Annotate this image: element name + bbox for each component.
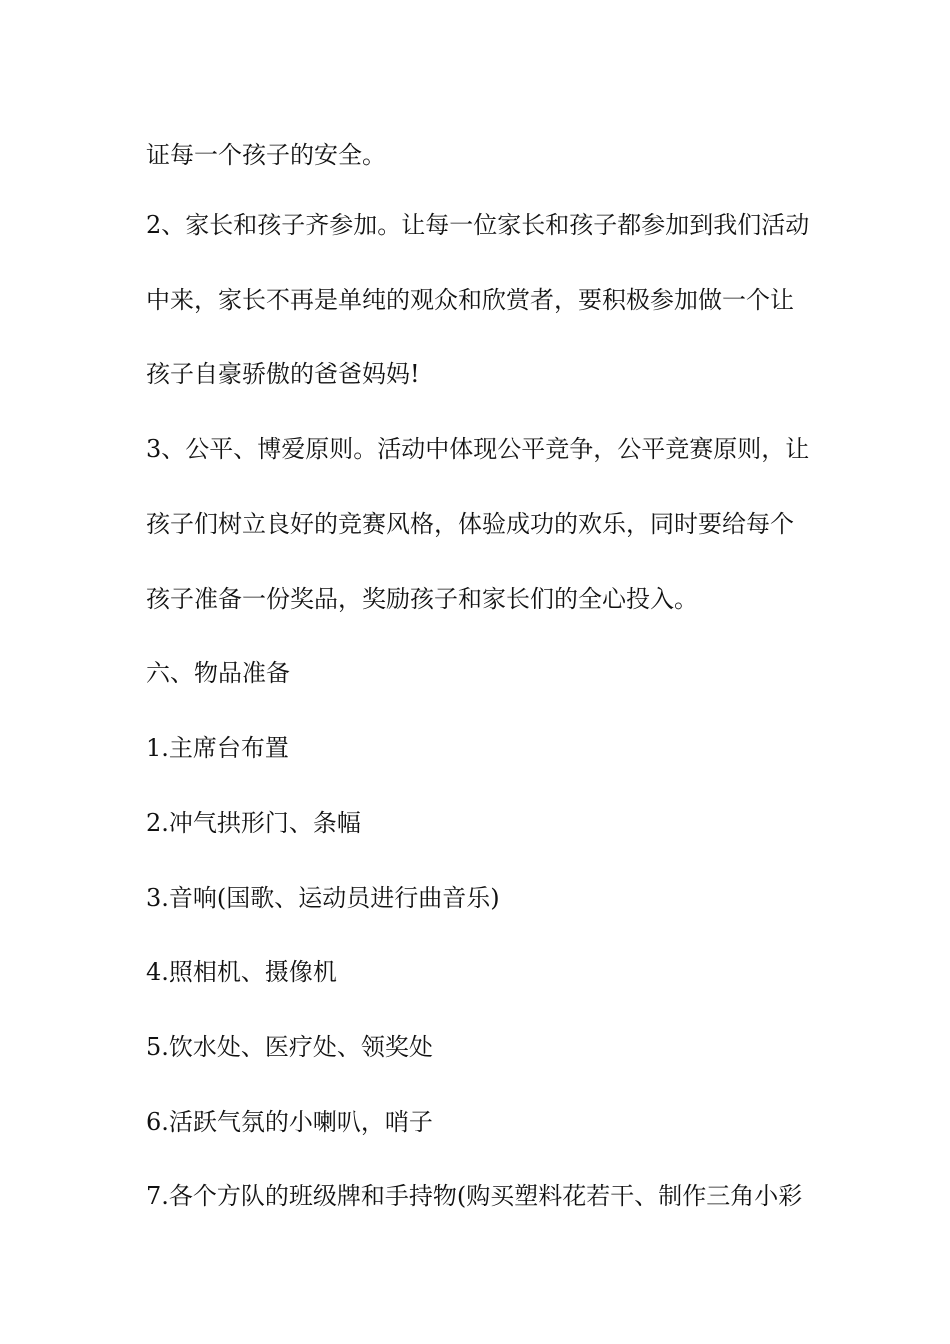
list-item: 7.各个方队的班级牌和手持物(购买塑料花若干、制作三角小彩 bbox=[146, 1182, 803, 1210]
text-line: 孩子准备一份奖品，奖励孩子和家长们的全心投入。 bbox=[146, 585, 698, 613]
text-line: 中来，家长不再是单纯的观众和欣赏者，要积极参加做一个让 bbox=[146, 286, 794, 314]
list-item: 5.饮水处、医疗处、领奖处 bbox=[146, 1033, 433, 1061]
list-item: 6.活跃气氛的小喇叭，哨子 bbox=[146, 1108, 433, 1136]
text-line: 3、公平、博爱原则。活动中体现公平竞争，公平竞赛原则，让 bbox=[146, 435, 810, 463]
section-heading: 六、物品准备 bbox=[146, 659, 290, 687]
text-line: 孩子们树立良好的竞赛风格，体验成功的欢乐，同时要给每个 bbox=[146, 510, 794, 538]
text-line: 孩子自豪骄傲的爸爸妈妈! bbox=[146, 360, 420, 388]
list-item: 1.主席台布置 bbox=[146, 734, 289, 762]
text-line: 证每一个孩子的安全。 bbox=[146, 141, 386, 169]
list-item: 2.冲气拱形门、条幅 bbox=[146, 809, 361, 837]
list-item: 4.照相机、摄像机 bbox=[146, 958, 337, 986]
list-item: 3.音响(国歌、运动员进行曲音乐) bbox=[146, 884, 500, 912]
text-line: 2、家长和孩子齐参加。让每一位家长和孩子都参加到我们活动 bbox=[146, 211, 810, 239]
